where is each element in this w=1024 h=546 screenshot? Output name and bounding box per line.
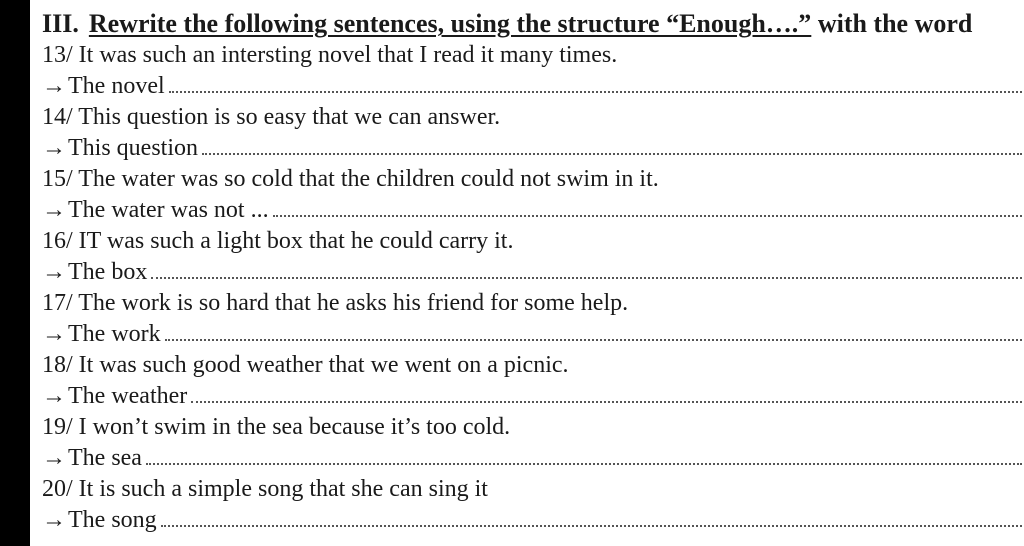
answer-prompt: The box [68, 259, 148, 285]
answer-blank[interactable] [165, 321, 1022, 341]
exercise-instruction-rest: with the word [811, 9, 973, 38]
answer-prompt: The novel [68, 73, 165, 99]
answer-blank[interactable] [161, 507, 1022, 527]
answer-prompt: This question [68, 135, 198, 161]
arrow-icon: → [42, 197, 66, 223]
exercise-items [42, 40, 1022, 536]
arrow-icon: → [42, 383, 66, 409]
question-16: 16/ IT was such a light box that he could carry it. [42, 228, 514, 254]
arrow-icon: → [42, 507, 66, 533]
answer-line-20[interactable] [42, 505, 1022, 536]
arrow-icon: → [42, 73, 66, 99]
answer-prompt: The work [68, 321, 161, 347]
answer-line-14[interactable] [42, 133, 1022, 164]
arrow-icon: → [42, 321, 66, 347]
question-19: 19/ I won’t swim in the sea because it’s too cold. [42, 414, 511, 440]
answer-line-16[interactable] [42, 257, 1022, 288]
answer-line-17[interactable] [42, 319, 1022, 350]
arrow-icon: → [42, 259, 66, 285]
worksheet [30, 0, 1024, 546]
question-17: 17/ The work is so hard that he asks his friend for some help. [42, 290, 629, 316]
question-15: 15/ The water was so cold that the children could not swim in it. [42, 166, 659, 192]
answer-blank[interactable] [202, 135, 1022, 155]
exercise-heading [42, 6, 972, 42]
answer-blank[interactable] [151, 259, 1022, 279]
question-14: 14/ This question is so easy that we can answer. [42, 104, 501, 130]
arrow-icon: → [42, 445, 66, 471]
answer-line-13[interactable] [42, 71, 1022, 102]
answer-blank[interactable] [169, 73, 1022, 93]
answer-blank[interactable] [273, 197, 1022, 217]
answer-prompt: The song [68, 507, 157, 533]
arrow-icon: → [42, 135, 66, 161]
exercise-number: III. [42, 9, 79, 38]
answer-prompt: The sea [68, 445, 142, 471]
answer-blank[interactable] [146, 445, 1022, 465]
left-black-margin [0, 0, 30, 546]
answer-prompt: The weather [68, 383, 188, 409]
answer-line-18[interactable] [42, 381, 1022, 412]
question-18: 18/ It was such good weather that we went on a picnic. [42, 352, 569, 378]
answer-prompt: The water was not ... [68, 197, 269, 223]
question-13: 13/ It was such an intersting novel that I read it many times. [42, 42, 618, 68]
question-20: 20/ It is such a simple song that she can sing it [42, 476, 488, 502]
answer-line-19[interactable] [42, 443, 1022, 474]
exercise-instruction: Rewrite the following sentences, using the structure “Enough….” [88, 9, 812, 38]
answer-line-15[interactable] [42, 195, 1022, 226]
answer-blank[interactable] [191, 383, 1022, 403]
